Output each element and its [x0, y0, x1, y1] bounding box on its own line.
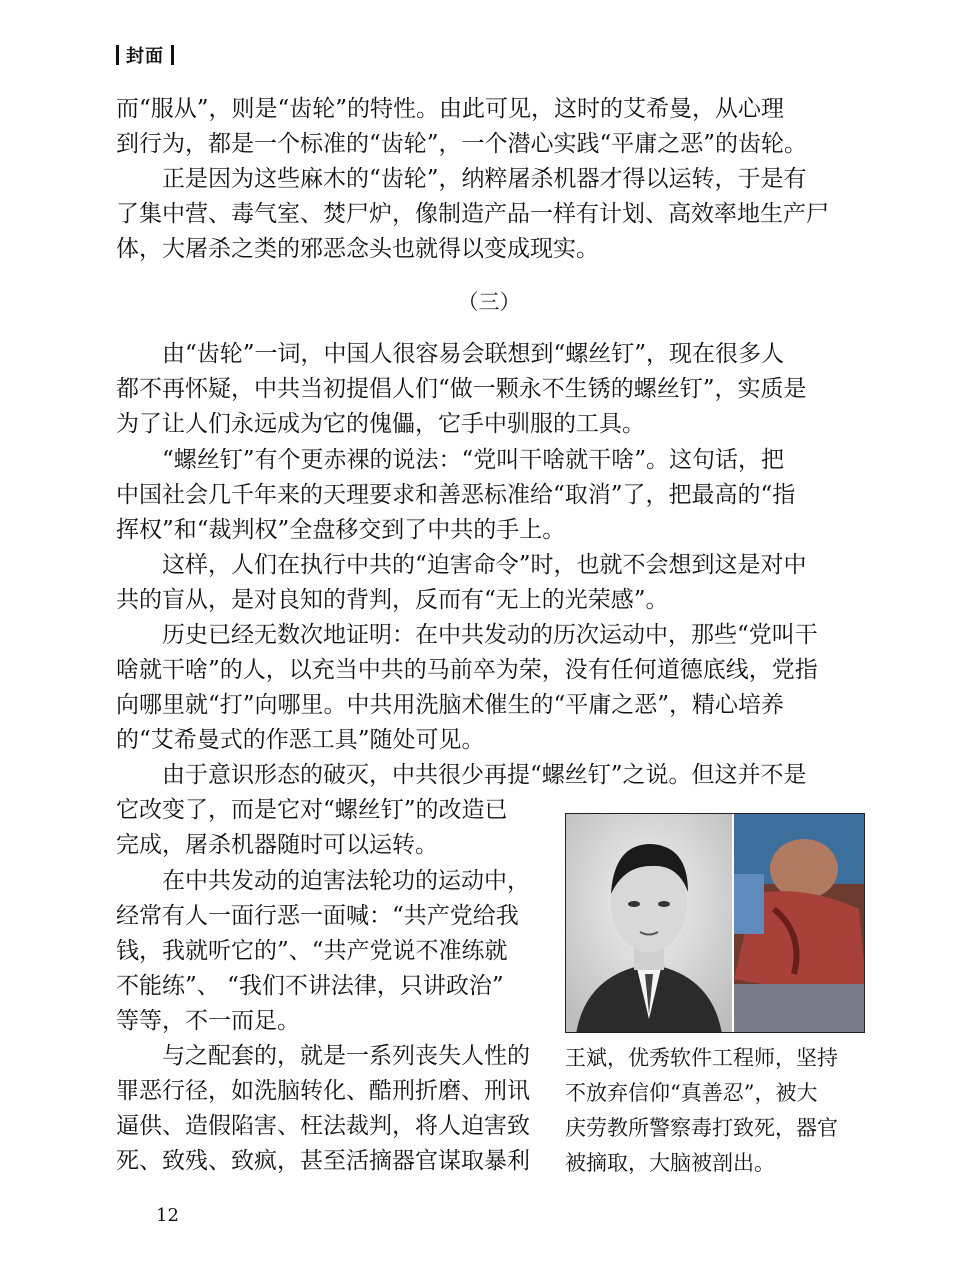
figure-photos: [565, 813, 865, 1033]
body-line: 共的盲从，是对良知的背判，反而有“无上的光荣感”。: [116, 587, 669, 613]
body-line: 钱，我就听它的”、“共产党说不准练就: [116, 938, 508, 964]
body-line: 而“服从”，则是“齿轮”的特性。由此可见，这时的艾希曼，从心理: [116, 96, 785, 122]
body-line: 正是因为这些麻木的“齿轮”，纳粹屠杀机器才得以运转，于是有: [116, 166, 807, 192]
body-line: 的“艾希曼式的作恶工具”随处可见。: [116, 727, 485, 753]
body-line: 为了让人们永远成为它的傀儡，它手中驯服的工具。: [116, 411, 645, 437]
figure-caption-line: 不放弃信仰“真善忍”，被大: [565, 1081, 818, 1105]
body-line: 不能练”、 “我们不讲法律，只讲政治”: [116, 973, 504, 999]
body-line: 挥权”和“裁判权”全盘移交到了中共的手上。: [116, 517, 566, 543]
body-line: 由“齿轮”一词，中国人很容易会联想到“螺丝钉”，现在很多人: [116, 341, 785, 367]
body-line: 与之配套的，就是一系列丧失人性的: [116, 1043, 530, 1069]
figure-caption-line: 王斌，优秀软件工程师，坚持: [565, 1046, 838, 1070]
body-line: 向哪里就“打”向哪里。中共用洗脑术催生的“平庸之恶”，精心培养: [116, 692, 785, 718]
body-line: 死、致残、致疯，甚至活摘器官谋取暴利: [116, 1148, 530, 1174]
body-line: 由于意识形态的破灭，中共很少再提“螺丝钉”之说。但这并不是: [116, 762, 807, 788]
body-line: 都不再怀疑，中共当初提倡人们“做一颗永不生锈的螺丝钉”，实质是: [116, 376, 807, 402]
victim-photo: [732, 814, 864, 1032]
body-line: 了集中营、毒气室、焚尸炉，像制造产品一样有计划、高效率地生产尸: [116, 201, 829, 227]
page-number: 12: [156, 1205, 179, 1226]
victim-illustration: [734, 814, 864, 1032]
body-line: 等等，不一而足。: [116, 1008, 300, 1034]
body-line: “螺丝钉”有个更赤裸的说法：“党叫干啥就干啥”。这句话，把: [116, 447, 785, 473]
body-line: 体，大屠杀之类的邪恶念头也就得以变成现实。: [116, 236, 599, 262]
header-bar-right: [171, 45, 174, 65]
header-title: 封面: [126, 46, 164, 67]
body-line: 逼供、造假陷害、枉法裁判，将人迫害致: [116, 1113, 530, 1139]
figure-caption-line: 庆劳教所警察毒打致死，器官: [565, 1116, 838, 1140]
header-bar-left: [116, 45, 119, 65]
body-line: 在中共发动的迫害法轮功的运动中，: [116, 868, 530, 894]
body-line: 历史已经无数次地证明：在中共发动的历次运动中，那些“党叫干: [116, 622, 818, 648]
body-line: 这样，人们在执行中共的“迫害命令”时，也就不会想到这是对中: [116, 552, 807, 578]
body-line: 中国社会几千年来的天理要求和善恶标准给“取消”了，把最高的“指: [116, 482, 796, 508]
body-line: 完成，屠杀机器随时可以运转。: [116, 832, 438, 858]
portrait-illustration: [566, 814, 732, 1032]
body-line: 到行为，都是一个标准的“齿轮”，一个潜心实践“平庸之恶”的齿轮。: [116, 131, 808, 157]
body-line: 经常有人一面行恶一面喊：“共产党给我: [116, 903, 519, 929]
running-header: [116, 42, 174, 68]
body-line: 它改变了，而是它对“螺丝钉”的改造已: [116, 797, 508, 823]
portrait-photo: [566, 814, 732, 1032]
section-heading: （三）: [457, 290, 521, 314]
figure-caption-line: 被摘取，大脑被剖出。: [565, 1151, 775, 1175]
body-line: 啥就干啥”的人，以充当中共的马前卒为荣，没有任何道德底线，党指: [116, 657, 818, 683]
body-line: 罪恶行径，如洗脑转化、酷刑折磨、刑讯: [116, 1078, 530, 1104]
